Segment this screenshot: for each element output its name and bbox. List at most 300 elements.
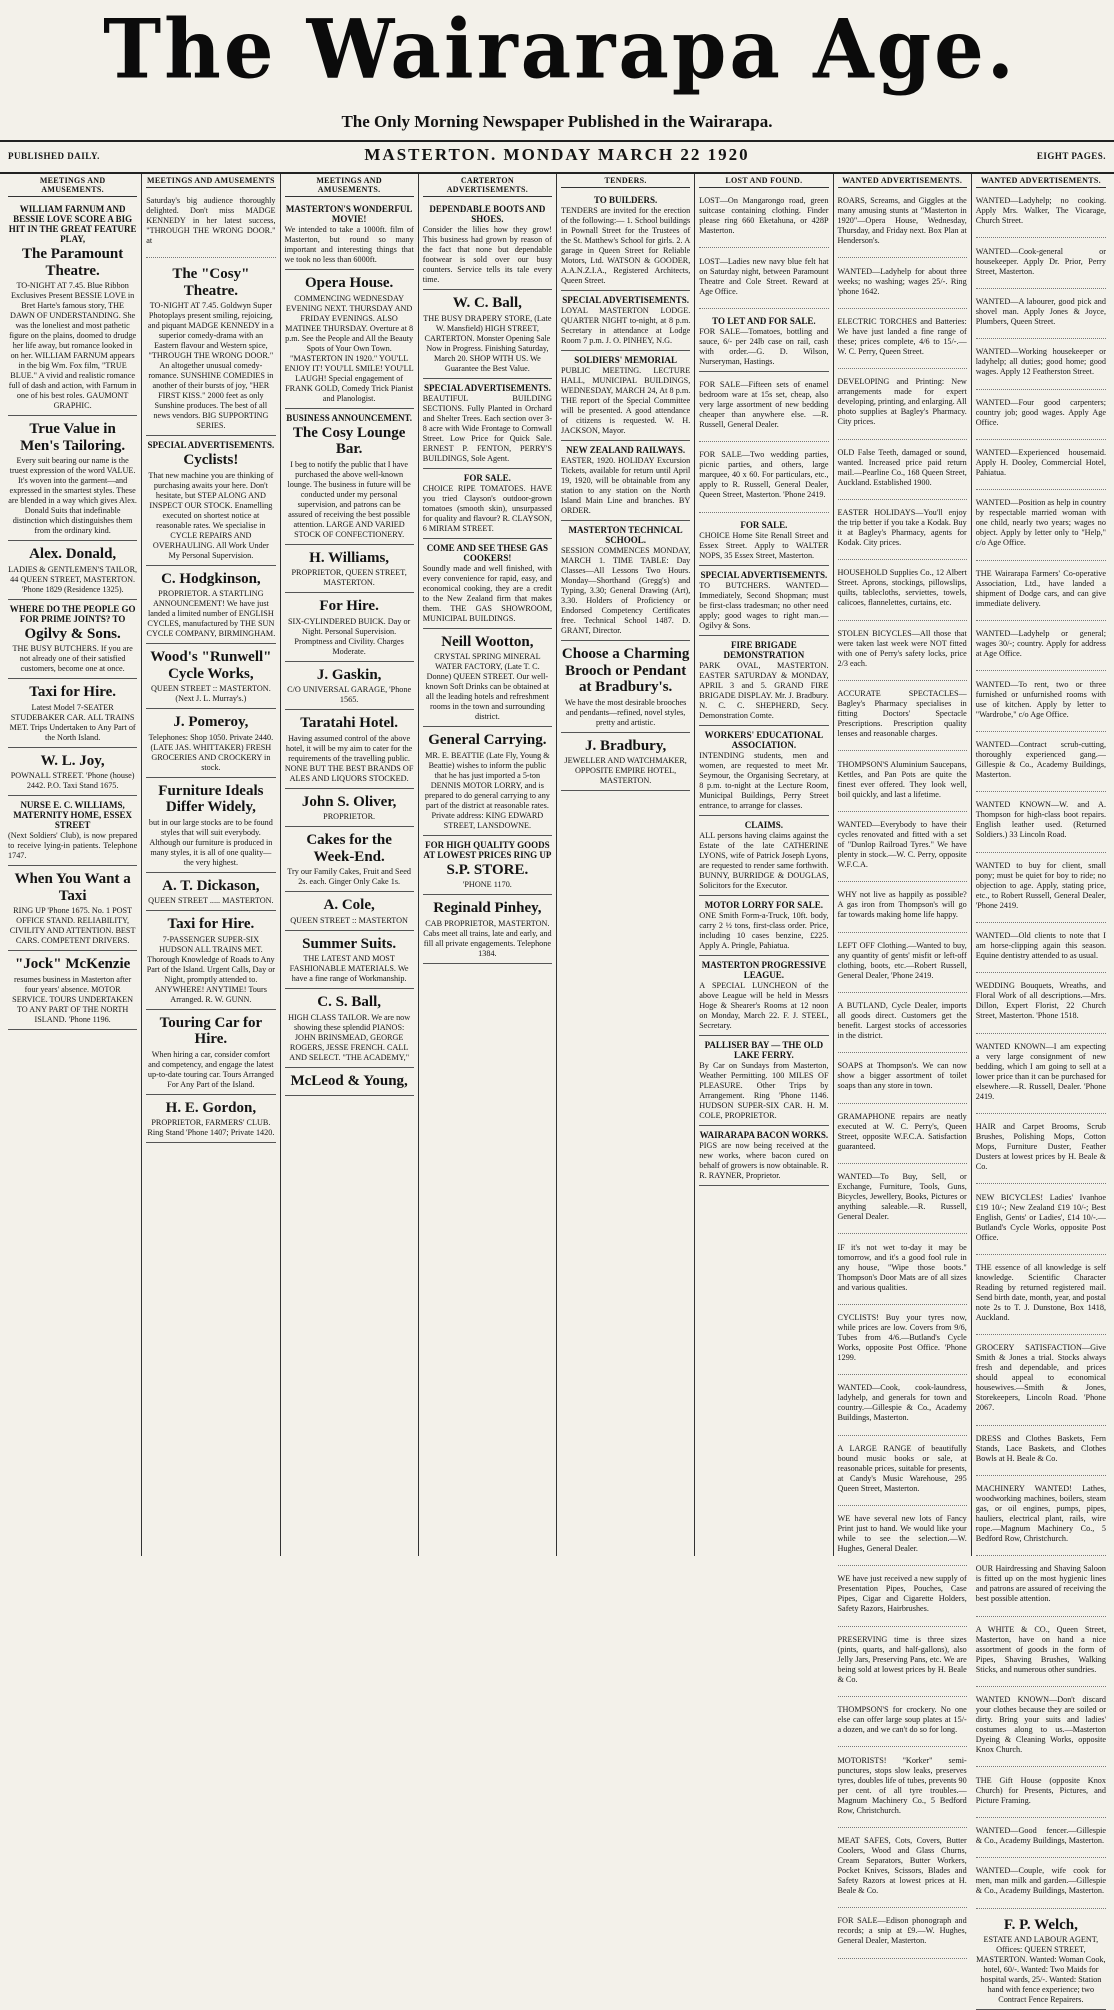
ad-subheading: MASTERTON'S WONDERFUL MOVIE! (285, 204, 414, 224)
ad-body-text: Every suit bearing our name is the truest expression of the word VALUE. It's woven into the garment—and expressed in the smartest styles. These are blended in a way which gives Alex. Donald Suits that indefinable distinction which distinguishes them from the ordinary kind. (8, 456, 137, 536)
ad-body-text: WANTED—Good fencer.—Gillespie & Co., Academy Buildings, Masterton. (976, 1826, 1106, 1846)
ad-body-text: By Car on Sundays from Masterton, Weather Permitting. 100 MILES OF PLEASURE. Other Trips by Arrangement. Ring 'Phone 1146. HUDSON SUPER-SIX CAR. H. M. COLE, PROPRIETOR. (699, 1061, 828, 1121)
ad-body-text: PUBLIC MEETING. LECTURE HALL, MUNICIPAL BUILDINGS, WEDNESDAY, MARCH 24, At 8 p.m. THE report of the Special Committee will be presented. A good attendance of citizens is requested. W. H. JACKSON, Mayor. (561, 366, 690, 436)
ad-heading: General Carrying. (423, 732, 552, 749)
ad-body-text: WANTED—Working housekeeper or ladyhelp; all duties; good home; good wages. Apply 12 Featherston Street. (976, 347, 1106, 377)
ad-body-text: ALL persons having claims against the Estate of the late CATHERINE LYONS, wife of Patrick Joseph Lyons, are requested to render same forthwith. BUNNY, BURRIDGE & DOUGLAS, Solicitors for the Executor. (699, 831, 828, 891)
advertisement (146, 709, 275, 778)
classified-item (838, 1061, 967, 1103)
ad-body-text: ACCURATE SPECTACLES—Bagley's Pharmacy specialises in fitting Doctors' Spectacle Prescriptions. Prescription quality lenses and reasonable charges. (838, 689, 967, 739)
classified-item (976, 196, 1106, 238)
ad-body-text: WANTED—Everybody to have their cycles renovated and fitted with a set of "Dunlop Railroad Tyres." We have plenty in stock.—W. C. Perry, opposite W.F.C.A. (838, 820, 967, 870)
advertisement (699, 566, 828, 636)
ad-body-text: WANTED—To rent, two or three furnished or unfurnished rooms with use of kitchen. Apply by letter to "Wardrobe," c/o Age Office. (976, 680, 1106, 720)
column-header: CARTERTON ADVERTISEMENTS. (423, 176, 552, 197)
ad-body-text: HIGH CLASS TAILOR. We are now showing these splendid PIANOS: JOHN BRINSMEAD, GEORGE ROGERS, JESSE FRENCH. CALL AND SELECT. "THE ACADEMY," (285, 1013, 414, 1063)
ad-heading: Reginald Pinhey, (423, 900, 552, 917)
ad-subheading: SOLDIERS' MEMORIAL (561, 355, 690, 365)
published-daily-label: PUBLISHED DAILY. (8, 151, 100, 161)
ad-body-text: WANTED—Experienced housemaid. Apply H. Dooley, Commercial Hotel, Pahiatua. (976, 448, 1106, 478)
advertisement (285, 827, 414, 892)
ad-body-text: THE essence of all knowledge is self knowledge. Scientific Character Reading by returned registered mail. Send birth date, month, year, and postal note 2s to T. J. Dunstone, Box 1418, Auckland. (976, 1263, 1106, 1323)
classified-item (838, 267, 967, 309)
advertisement (699, 516, 828, 566)
classified-item (838, 1574, 967, 1626)
ad-body-text: NEW BICYCLES! Ladies' Ivanhoe £19 10/-; New Zealand £19 10/-; Best English, Gents' or Ladies', £14 10/-.—Butland's Cycle Works, opposite Post Office. (976, 1193, 1106, 1243)
advertisement (285, 662, 414, 711)
ad-body-text: THOMPSON'S for crockery. No one else can offer large soup plates at 15/- a dozen, and we can't do so for long. (838, 1705, 967, 1735)
ad-heading: True Value in Men's Tailoring. (8, 421, 137, 454)
ad-subheading: NURSE E. C. WILLIAMS, MATERNITY HOME, ESSEX STREET (8, 800, 137, 830)
ad-subheading: MASTERTON TECHNICAL SCHOOL. (561, 525, 690, 545)
advertisement (561, 733, 690, 792)
classified-item (838, 689, 967, 751)
ad-body-text: GROCERY SATISFACTION—Give Smith & Jones a trial. Stocks always fresh and dependable, and prices should appeal to economical housewives.—Smith & Jones, Storekeepers, Lincoln Road. 'Phone 2067. (976, 1343, 1106, 1413)
ad-heading: A. Cole, (285, 897, 414, 914)
classified-item (146, 196, 275, 258)
newspaper-tagline: The Only Morning Newspaper Published in the Wairarapa. (0, 112, 1114, 132)
advertisement (561, 191, 690, 291)
ad-body-text: ONE Smith Form-a-Truck, 10ft. body, carry 2 ½ tons, first-class order. Price, including 10 cases benzine, £225. Apply A. Pringle, Pahiatua. (699, 911, 828, 951)
ad-subheading: WILLIAM FARNUM AND BESSIE LOVE SCORE A BIG HIT IN THE GREAT FEATURE PLAY, (8, 204, 137, 244)
classified-item (838, 1836, 967, 1908)
classified-item (699, 257, 828, 309)
classified-item (838, 629, 967, 681)
advertisement (8, 796, 137, 866)
column-1 (4, 174, 142, 1556)
ad-heading: Furniture Ideals Differ Widely, (146, 783, 275, 816)
ad-body-text: JEWELLER AND WATCHMAKER, OPPOSITE EMPIRE HOTEL, MASTERTON. (561, 756, 690, 786)
advertisement (976, 1912, 1106, 2010)
ad-heading: Neill Wootton, (423, 634, 552, 651)
ad-subheading: WORKERS' EDUCATIONAL ASSOCIATION. (699, 730, 828, 750)
ad-body-text: PRESERVING time is three sizes (pints, quarts, and half-gallons), also Jelly Jars, Preserving Pans, etc. We are being sold at lowest prices by H. Beale & Co. (838, 1635, 967, 1685)
ad-body-text: PROPRIETOR, FARMERS' CLUB. Ring Stand 'Phone 1407; Private 1420. (146, 1118, 275, 1138)
classified-item (976, 1625, 1106, 1687)
classified-item (838, 196, 967, 258)
ad-body-text: CYCLISTS! Buy your tyres now, while prices are low. Covers from 9/6, Tubes from 4/6.—Butland's Cycle Works, opposite Post Office. 'Phone 1299. (838, 1313, 967, 1363)
classified-item (976, 1122, 1106, 1184)
classified-item (838, 1243, 967, 1305)
ad-body-text: ELECTRIC TORCHES and Batteries: We have just landed a fine range of these; prices complete, 4/6 to 15/-.—W. C. Perry, Queen Street. (838, 317, 967, 357)
ad-body-text: Latest Model 7-SEATER STUDEBAKER CAR. ALL TRAINS MET. Trips Undertaken to Any Part of the North Island. (8, 703, 137, 743)
advertisement (423, 469, 552, 539)
ad-body-text: ESTATE AND LABOUR AGENT, Offices: QUEEN STREET, MASTERTON. Wanted: Woman Cook, hotel, 60/-. Wanted: Two Maids for hospital wards, 25/-. Wanted: Station hand with fence experience; two Contract Fence Repairers. (976, 1935, 1106, 2005)
ad-body-text: (Next Soldiers' Club), is now prepared to receive lying-in patients. Telephone 1747. (8, 831, 137, 861)
classified-item (976, 1434, 1106, 1476)
classified-item (976, 861, 1106, 923)
advertisement (285, 409, 414, 545)
advertisement (423, 379, 552, 469)
ad-body-text: MR. E. BEATTIE (Late Fly, Young & Beattie) wishes to inform the public that he has just imported a 5-ton DENNIS MOTOR LORRY, and is prepared to do general carrying to any part of the district at reasonable rates. Private address: KING EDWARD STREET, LANSDOWNE. (423, 751, 552, 831)
ad-body-text: but in our large stocks are to be found styles that will suit everybody. Although our furniture is produced in many styles, it is all of one quality—the very highest. (146, 818, 275, 868)
ad-body-text: INTENDING students, men and women, are requested to meet Mr. Seymour, the Organising Secretary, at 8 p.m. to-night at the Lecture Room, Municipal Buildings, Perry Street entrance, to arrange for classes. (699, 751, 828, 811)
advertisement (699, 956, 828, 1036)
ad-body-text: WEDDING Bouquets, Wreaths, and Floral Work of all descriptions.—Mrs. Dillon, Expert Florist, 22 Church Street, Masterton. 'Phone 1518. (976, 981, 1106, 1021)
advertisement (146, 778, 275, 873)
advertisement (8, 951, 137, 1030)
advertisement (285, 931, 414, 990)
ad-body-text: WANTED—Cook, cook-laundress, ladyhelp, and generals for town and country.—Gillespie & Co., Academy Buildings, Masterton. (838, 1383, 967, 1423)
ad-body-text: THE BUSY DRAPERY STORE, (Late W. Mansfield) HIGH STREET, CARTERTON. Monster Opening Sale Now in Progress. Finishing Saturday, March 20. SHOP WITH US. We Guarantee the Best Value. (423, 314, 552, 374)
classified-item (976, 1343, 1106, 1425)
advertisement (423, 629, 552, 728)
ad-body-text: 7-PASSENGER SUPER-SIX HUDSON ALL TRAINS MET. Thorough Knowledge of Roads to Any Part of the Island. Urgent Calls, Day or Night, promptly attended to. ANYWHERE! ANYTIME! Tours Arranged. R. W. GUNN. (146, 935, 275, 1005)
advertisement (561, 351, 690, 441)
ad-body-text: Having assumed control of the above hotel, it will be my aim to cater for the requirements of the travelling public. NONE BUT THE BEST BRANDS OF ALES AND LIQUORS STOCKED. (285, 734, 414, 784)
ad-body-text: CHOICE RIPE TOMATOES. HAVE you tried Clayson's outdoor-grown tomatoes (smooth skin), unsurpassed for quality and flavour? R. CLAYSON, 6 MIRIAM STREET. (423, 484, 552, 534)
advertisement (146, 873, 275, 912)
advertisement (285, 545, 414, 594)
ad-heading: Opera House. (285, 275, 414, 292)
ad-heading: The Cosy Lounge Bar. (285, 425, 414, 458)
column-6 (695, 174, 833, 1556)
classified-item (976, 1695, 1106, 1767)
ad-body-text: SESSION COMMENCES MONDAY, MARCH 1. TIME TABLE: Day Classes—All Lessons Two Hours. Monday—Shorthand (Gregg's) and Typing, 3.30; General Drawing (Art), 3.30. Holders of Proficiency or Endorsed Competency Certificates free. Technical School 1487. D. GRANT, Director. (561, 546, 690, 636)
advertisement (146, 1095, 275, 1144)
advertisement (285, 710, 414, 789)
ad-heading: Wood's "Runwell" Cycle Works, (146, 649, 275, 682)
ad-body-text: Telephones: Shop 1050. Private 2440. (LATE JAS. WHITTAKER) FRESH GROCERIES AND CROCKERY in stock. (146, 733, 275, 773)
ad-body-text: THOMPSON'S Aluminium Saucepans, Kettles, and Pan Pots are quite the finest ever offered. They look well, boil quickly, and last a lifetime. (838, 760, 967, 800)
classified-item (976, 448, 1106, 490)
ad-heading: McLeod & Young, (285, 1073, 414, 1090)
classified-item (838, 377, 967, 439)
classified-item (976, 931, 1106, 973)
advertisement (423, 895, 552, 964)
classified-item (699, 196, 828, 248)
dateline-bar (0, 140, 1114, 174)
ad-subheading: WAIRARAPA BACON WORKS. (699, 1130, 828, 1140)
classified-item (976, 1564, 1106, 1616)
ad-body-text: A WHITE & CO., Queen Street, Masterton, have on hand a nice assortment of goods in the form of Pipes, Shaving Brushes, Walking Sticks, and numerous other sundries. (976, 1625, 1106, 1675)
classified-item (838, 317, 967, 369)
classified-item (838, 1705, 967, 1747)
ad-body-text: A SPECIAL LUNCHEON of the above League will be held in Messrs Hoge & Shearer's Rooms at 12 noon on Monday, March 22. F. J. STEEL, Secretary. (699, 981, 828, 1031)
ad-body-text: ROARS, Screams, and Giggles at the many amusing stunts at "Masterton in 1920"—Opera House, Wednesday, Thursday, and Friday next. Box Plan at Henderson's. (838, 196, 967, 246)
column-header: MEETINGS AND AMUSEMENTS. (285, 176, 414, 197)
ad-heading: H. Williams, (285, 550, 414, 567)
ad-subheading: FOR HIGH QUALITY GOODS AT LOWEST PRICES RING UP (423, 840, 552, 860)
ad-body-text: TENDERS are invited for the erection of the following:— 1. School buildings in Pownall Street for the Trustees of the St. Matthew's School for girls. 2. A garage in Queen Street for Reliable Motors, Ltd. WATSON & GOODER, A.A.N.Z.I.A., Registered Architects, Queen Street. (561, 206, 690, 286)
advertisement (285, 1068, 414, 1097)
advertisement (423, 836, 552, 896)
ad-body-text: PARK OVAL, MASTERTON. EASTER SATURDAY & MONDAY, APRIL 3 and 5. GRAND FIRE BRIGADE DISPLAY. Mr. J. Bradbury. N. C. C. SHEPHERD, Secy. Demonstration Comte. (699, 661, 828, 721)
ad-body-text: THE LATEST AND MOST FASHIONABLE MATERIALS. We have a fine range of Workmanship. (285, 954, 414, 984)
ad-heading: J. Bradbury, (561, 738, 690, 755)
ad-heading: The Paramount Theatre. (8, 246, 137, 279)
classified-item (838, 1635, 967, 1697)
ad-body-text: CAB PROPRIETOR, MASTERTON. Cabs meet all trains, late and early, and fill all private engagements. Telephone 1384. (423, 919, 552, 959)
ad-body-text: A LARGE RANGE of beautifully bound music books or sale, at reasonable prices, suitable for presents, at Candy's Music Warehouse, 295 Queen Street, Masterton. (838, 1444, 967, 1494)
classified-item (699, 450, 828, 512)
ad-subheading: FOR SALE. (423, 473, 552, 483)
ad-body-text: WANTED to buy for client, small pony; must be quiet for boy to ride; no objection to age. Apply, stating price, etc., to Robert Russell, General Dealer, 'Phone 2419. (976, 861, 1106, 911)
ad-subheading: SPECIAL ADVERTISEMENTS. (699, 570, 828, 580)
ad-body-text: Soundly made and well finished, with every convenience for rapid, easy, and economical cooking, they are a credit to the New Zealand firm that makes them. THE GAS SHOWROOM, MUNICIPAL BUILDINGS. (423, 564, 552, 624)
classified-item (838, 941, 967, 993)
ad-heading: C. Hodgkinson, (146, 571, 275, 588)
ad-body-text: EASTER HOLIDAYS—You'll enjoy the trip better if you take a Kodak. Buy it at Bagley's Pharmacy, agents for Kodak. City prices. (838, 508, 967, 548)
ad-body-text: WANTED KNOWN—I am expecting a very large consignment of new bedding, which I am going to sell at a lower price than it can be purchased for elsewhere.—R. Russell, Dealer. 'Phone 2419. (976, 1042, 1106, 1102)
column-header: WANTED ADVERTISEMENTS. (976, 176, 1106, 188)
ad-body-text: PROPRIETOR, QUEEN STREET, MASTERTON. (285, 568, 414, 588)
ad-subheading: SPECIAL ADVERTISEMENTS. (423, 383, 552, 393)
ad-heading: C. S. Ball, (285, 994, 414, 1011)
advertisement (146, 911, 275, 1010)
classified-item (976, 1193, 1106, 1255)
ad-subheading: MOTOR LORRY FOR SALE. (699, 900, 828, 910)
classified-item (976, 297, 1106, 339)
advertisement (285, 270, 414, 409)
advertisement (285, 593, 414, 662)
classified-item (838, 568, 967, 620)
advertisement (8, 748, 137, 797)
ad-heading: S.P. STORE. (423, 862, 552, 879)
column-3 (281, 174, 419, 1556)
ad-body-text: PROPRIETOR. (285, 812, 414, 822)
advertisement (699, 816, 828, 896)
ad-heading: Cakes for the Week-End. (285, 832, 414, 865)
column-header: WANTED ADVERTISEMENTS. (838, 176, 967, 188)
ad-body-text: Try our Family Cakes, Fruit and Seed 2s. each. Ginger Only Cake 1s. (285, 867, 414, 887)
ad-body-text: THE Gift House (opposite Knox Church) for Presents, Pictures, and Picture Framing. (976, 1776, 1106, 1806)
newspaper-title: The Wairarapa Age. (60, 2, 1060, 98)
ad-subheading: DEPENDABLE BOOTS AND SHOES. (423, 204, 552, 224)
ad-body-text: WANTED KNOWN—Don't discard your clothes because they are soiled or dirty. Bring your suits and ladies' costumes along to us.—Masterton Dyeing & Cleaning Works, opposite Knox Church. (976, 1695, 1106, 1755)
ad-subheading: TO BUILDERS. (561, 195, 690, 205)
classified-item (976, 247, 1106, 289)
ad-heading: Touring Car for Hire. (146, 1015, 275, 1048)
ad-body-text: PROPRIETOR. A STARTLING ANNOUNCEMENT! We have just landed a limited number of ENGLISH CYCLES, manufactured by THE SUN CYCLE COMPANY, BIRMINGHAM. (146, 589, 275, 639)
ad-heading: "Jock" McKenzie (8, 956, 137, 973)
classified-item (838, 1001, 967, 1053)
classified-item (838, 1313, 967, 1375)
ad-body-text: A BUTLAND, Cycle Dealer, imports all goods direct. Customers get the benefit. Largest stocks of accessories in the district. (838, 1001, 967, 1041)
classified-item (838, 1112, 967, 1164)
ad-body-text: 'PHONE 1170. (423, 880, 552, 890)
advertisement (561, 641, 690, 733)
ad-body-text: THE Wairarapa Farmers' Co-operative Association, Ltd., have landed a shipment of Dodge cars, and can give immediate delivery. (976, 569, 1106, 609)
ad-body-text: MOTORISTS! "Korker" semi-punctures, stops slow leaks, preserves tyres, doubles life of tubes, prevents 90 per cent. of all tyre troubles.—Magnum Machinery Co., 5 Bedford Row, Christchurch. (838, 1756, 967, 1816)
classified-item (976, 981, 1106, 1033)
advertisement (699, 896, 828, 956)
advertisement (8, 600, 137, 680)
advertisement (285, 989, 414, 1068)
ad-heading: Taxi for Hire. (8, 684, 137, 701)
classified-item (838, 890, 967, 932)
advertisement (285, 892, 414, 931)
ad-heading: W. C. Ball, (423, 295, 552, 312)
column-5 (557, 174, 695, 1556)
advertisement (146, 261, 275, 436)
ad-heading: Cyclists! (146, 452, 275, 469)
classified-item (838, 1383, 967, 1435)
ad-body-text: BEAUTIFUL BUILDING SECTIONS. Fully Planted in Orchard and Shelter Trees. Each section over 3-8 acre with Wide Frontage to Cornwall Street. Low Price for Quick Sale. ERNEST P. FENTON, PERRY'S BUILDINGS, Sole Agent. (423, 394, 552, 464)
ad-heading: Choose a Charming Brooch or Pendant at Bradbury's. (561, 646, 690, 696)
advertisement (699, 636, 828, 726)
ad-body-text: LOST—Ladies new navy blue felt hat on Saturday night, between Paramount Theatre and Cole Street. Reward at Age Office. (699, 257, 828, 297)
ad-body-text: WANTED—Cook-general or housekeeper. Apply Dr. Prior, Perry Street, Masterton. (976, 247, 1106, 277)
ad-body-text: MEAT SAFES, Cots, Covers, Butter Coolers, Wood and Glass Churns, Cream Separators, Butter Workers, Pocket Knives, Scissors, Blades and Safety Razors at lowest prices at H. Beale & Co. (838, 1836, 967, 1896)
ad-heading: J. Pomeroy, (146, 714, 275, 731)
ad-heading: Alex. Donald, (8, 546, 137, 563)
advertisement (699, 726, 828, 816)
classified-item (976, 1776, 1106, 1818)
ad-body-text: WE have several new lots of Fancy Print just to hand. We would like your while to see the selection.—W. Hughes, General Dealer. (838, 1514, 967, 1554)
ad-body-text: FOR SALE—Tomatoes, bottling and sauce, 6/- per 24lb case on rail, cash with order.—G. D. Wilson, Nurseryman, Hastings. (699, 327, 828, 367)
issue-date: MASTERTON. MONDAY MARCH 22 1920 (0, 145, 1114, 165)
column-header: TENDERS. (561, 176, 690, 188)
ad-body-text: TO-NIGHT AT 7.45. Goldwyn Super Photoplays present smiling, rejoicing, and piquant MADGE KENNEDY in a superior comedy-drama with an Eastern flavour and Western spice, "THROUGH THE WRONG DOOR." An altogether unusual comedy-romance. SUNSHINE COMEDIES in another of their bursts of joy, "HER FIRST KISS." 2000 feet as only Sunshine produces. The best of all news vendors. BIG SUPPORTING SERIES. (146, 301, 275, 431)
ad-subheading: FIRE BRIGADE DEMONSTRATION (699, 640, 828, 660)
classified-item (976, 1826, 1106, 1858)
advertisement (8, 200, 137, 416)
classified-item (838, 1756, 967, 1828)
advertisement (699, 312, 828, 372)
advertisement (8, 866, 137, 951)
ad-heading: Taratahi Hotel. (285, 715, 414, 732)
ad-body-text: WANTED—Couple, wife cook for men, man milk and garden.—Gillespie & Co., Academy Buildings, Masterton. (976, 1866, 1106, 1896)
ad-subheading: WHERE DO THE PEOPLE GO FOR PRIME JOINTS? TO (8, 604, 137, 624)
ad-subheading: SPECIAL ADVERTISEMENTS. (146, 440, 275, 450)
ad-body-text: WE have just received a new supply of Presentation Pipes, Pouches, Case Pipes, Cigar and Cigarette Holders, Safety Razors, Hairbrushes. (838, 1574, 967, 1614)
classified-item (838, 1172, 967, 1234)
advertisement (146, 436, 275, 566)
ad-body-text: CHOICE Home Site Renall Street and Essex Street. Apply to WALTER NOPS, 35 Essex Street, Masterton. (699, 531, 828, 561)
ad-body-text: DEVELOPING and Printing: New arrangements made for expert developing, printing, and enlarging. All photo supplies at Bagley's Pharmacy. City prices. (838, 377, 967, 427)
advertisement (146, 1010, 275, 1095)
classified-item (838, 1514, 967, 1566)
advertisement (423, 727, 552, 836)
ad-body-text: COMMENCING WEDNESDAY EVENING NEXT. THURSDAY AND FRIDAY EVENINGS. ALSO MATINEE THURSDAY. Overture at 8 p.m. See the People and All the Beauty Spots of Your Own Town. "MASTERTON IN 1920." YOU'LL ENJOY IT! YOU'LL SMILE! YOU'LL LAUGH! Special engagement of FRANK GOLD, Comedy Trick Pianist and Planologist. (285, 294, 414, 404)
ad-body-text: C/O UNIVERSAL GARAGE, 'Phone 1565. (285, 685, 414, 705)
ad-heading: W. L. Joy, (8, 753, 137, 770)
ad-heading: John S. Oliver, (285, 794, 414, 811)
ad-body-text: WANTED—To Buy, Sell, or Exchange, Furniture, Tools, Guns, Bicycles, Jewellery, Books, Pictures or anything saleable.—R. Russell, General Dealer. (838, 1172, 967, 1222)
classified-item (838, 448, 967, 500)
classified-item (976, 629, 1106, 671)
advertisement (423, 539, 552, 629)
masthead (0, 0, 1114, 150)
classified-item (976, 1866, 1106, 1908)
advertisement (423, 290, 552, 379)
ad-body-text: resumes business in Masterton after four years' absence. MOTOR SERVICE. TOURS UNDERTAKEN TO ANY PART OF THE NORTH ISLAND. 'Phone 1196. (8, 975, 137, 1025)
ad-body-text: We have the most desirable brooches and pendants—refined, novel styles, pretty and artistic. (561, 698, 690, 728)
ad-body-text: That new machine you are thinking of purchasing awaits your here. Don't hesitate, but STEP ALONG AND INSPECT OUR STOCK. Enamelling executed on shortest notice at reasonable rates. We specialise in CYCLE REPAIRS AND OVERHAULING. All Work Under My Personal Supervision. (146, 471, 275, 561)
ad-heading: When You Want a Taxi (8, 871, 137, 904)
classified-item (838, 820, 967, 882)
ad-body-text: SOAPS at Thompson's. We can now show a bigger assortment of toilet soaps than any store in town. (838, 1061, 967, 1091)
page-count-label: EIGHT PAGES. (1037, 151, 1106, 161)
column-4 (419, 174, 557, 1556)
ad-subheading: FOR SALE. (699, 520, 828, 530)
column-8 (972, 174, 1110, 1556)
ad-body-text: WANTED—A labourer, good pick and shovel man. Apply Jones & Joyce, Plumbers, Queen Street. (976, 297, 1106, 327)
ad-subheading: TO LET AND FOR SALE. (699, 316, 828, 326)
ad-body-text: WANTED—Position as help in country by respectable married woman with one child, nearly two years; wages no object. Apply by letter only to "Help," c/o Age Office. (976, 498, 1106, 548)
classified-item (838, 508, 967, 560)
advertisement (561, 441, 690, 521)
classified-item (699, 380, 828, 442)
advertisement (561, 521, 690, 641)
ad-body-text: WANTED—Ladyhelp; no cooking. Apply Mrs. Walker, The Vicarage, Church Street. (976, 196, 1106, 226)
ad-body-text: When hiring a car, consider comfort and competency, and engage the latest up-to-date touring car. Tours Arranged For Any Part of the Island. (146, 1050, 275, 1090)
column-2 (142, 174, 280, 1556)
ad-body-text: QUEEN STREET :: MASTERTON. (Next J. L. Murray's.) (146, 684, 275, 704)
ad-subheading: MASTERTON PROGRESSIVE LEAGUE. (699, 960, 828, 980)
ad-heading: The "Cosy" Theatre. (146, 266, 275, 299)
ad-body-text: WANTED—Old clients to note that I am horse-clipping again this season. Equine dentistry attended to as usual. (976, 931, 1106, 961)
classified-item (976, 1042, 1106, 1114)
ad-body-text: We intended to take a 1000ft. film of Masterton, but round so many important and interesting things that we took no less than 6000ft. (285, 225, 414, 265)
advertisement (423, 200, 552, 290)
advertisement (561, 291, 690, 351)
classified-item (976, 800, 1106, 852)
advertisement (8, 541, 137, 600)
ad-body-text: RING UP 'Phone 1675. No. 1 POST OFFICE STAND. RELIABILITY, CIVILITY AND ATTENTION. BEST CARS. COMPETENT DRIVERS. (8, 906, 137, 946)
column-header: LOST AND FOUND. (699, 176, 828, 188)
classified-item (976, 398, 1106, 440)
ad-body-text: MACHINERY WANTED! Lathes, woodworking machines, boilers, steam gas, or oil engines, pumps, pipes, hauliers, electrical plant, rails, wire rope.—Magnum Machinery Co., 5 Bedford Row, Christchurch. (976, 1484, 1106, 1544)
ad-body-text: POWNALL STREET. 'Phone (house) 2442. P.O. Taxi Stand 1675. (8, 771, 137, 791)
ad-body-text: PIGS are now being received at the new works, where bacon cured on behalf of growers is now obtainable. R. R. RAYNER, Proprietor. (699, 1141, 828, 1181)
ad-heading: A. T. Dickason, (146, 878, 275, 895)
classified-item (976, 347, 1106, 389)
ad-body-text: LOST—On Mangarongo road, green suitcase containing clothing. Finder please ring 660 Eketahuna, or 428P Masterton. (699, 196, 828, 236)
advertisement (8, 679, 137, 748)
ad-body-text: LADIES & GENTLEMEN'S TAILOR, 44 QUEEN STREET, MASTERTON. 'Phone 1829 (Residence 1325). (8, 565, 137, 595)
ad-body-text: WANTED—Ladyhelp or general; wages 30/-; country. Apply for address at Age Office. (976, 629, 1106, 659)
ad-body-text: WANTED—Four good carpenters; country job; good wages. Apply Age Office. (976, 398, 1106, 428)
advertisement (699, 1126, 828, 1186)
ad-subheading: COME AND SEE THESE GAS COOKERS! (423, 543, 552, 563)
ad-body-text: HAIR and Carpet Brooms, Scrub Brushes, Polishing Mops, Cotton Mops, Furniture Duster, Feather Dusters at lowest prices by H. Beale & Co. (976, 1122, 1106, 1172)
ad-body-text: OUR Hairdressing and Shaving Saloon is fitted up on the most hygienic lines and patrons are assured of receiving the best possible attention. (976, 1564, 1106, 1604)
ad-body-text: IF it's not wet to-day it may be tomorrow, and it's a good fool rule in any house, "Wipe those boots." Thompson's Door Mats are of all sizes and various qualities. (838, 1243, 967, 1293)
ad-body-text: CRYSTAL SPRING MINERAL WATER FACTORY, (Late T. C. Donne) QUEEN STREET. Our well-known Soft Drinks can be obtained at all the leading hotels and refreshment rooms in the town and surrounding district. (423, 652, 552, 722)
ad-body-text: LOYAL MASTERTON LODGE. QUARTER NIGHT to-night, at 8 p.m. Secretary in attendance at Lodge Room 7 p.m. J. O. PINHEY, N.G. (561, 306, 690, 346)
classified-item (838, 1916, 967, 1958)
classified-item (838, 1444, 967, 1506)
advertisement (285, 789, 414, 828)
classified-item (976, 740, 1106, 792)
ad-body-text: WANTED KNOWN—W. and A. Thompson for high-class boot repairs. English leather used. (Returned Soldiers.) 33 Lincoln Road. (976, 800, 1106, 840)
ad-body-text: OLD False Teeth, damaged or sound, wanted. Increased price paid return mail.—Pearline Co., 168 Queen Street, Auckland. Established 1900. (838, 448, 967, 488)
advertisement (146, 644, 275, 709)
advertisement (285, 200, 414, 270)
ad-body-text: FOR SALE—Two wedding parties, picnic parties, and others, large marquee, 40 x 60. For particulars, etc., apply to R. Russell, General Dealer, Queen Street, Masterton. 'Phone 2419. (699, 450, 828, 500)
ad-body-text: EASTER, 1920. HOLIDAY Excursion Tickets, available for return until April 19, 1920, will be obtainable from any station to any station on the North Island Main Line and branches. BY ORDER. (561, 456, 690, 516)
ad-body-text: TO BUTCHERS. WANTED—Immediately, Second Shopman; must be first-class tradesman; no other need apply; good wages to right man.—Ogilvy & Sons. (699, 581, 828, 631)
ad-body-text: DRESS and Clothes Baskets, Fern Stands, Lace Baskets, and Clothes Bowls at H. Beale & Co. (976, 1434, 1106, 1464)
classified-item (976, 1484, 1106, 1556)
classified-item (976, 498, 1106, 560)
ad-body-text: SIX-CYLINDERED BUICK. Day or Night. Personal Supervision. Promptness and Civility. Charges Moderate. (285, 617, 414, 657)
ad-subheading: CLAIMS. (699, 820, 828, 830)
ad-heading: J. Gaskin, (285, 667, 414, 684)
ad-body-text: Consider the lilies how they grow! This business had grown by reason of the fact that none but dependable footwear is sold over our busy counters. Service tells its tale every time. (423, 225, 552, 285)
ad-body-text: WANTED—Ladyhelp for about three weeks; no washing; wages 25/-. Ring 'phone 1642. (838, 267, 967, 297)
ad-body-text: TO-NIGHT AT 7.45. Blue Ribbon Exclusives Present BESSIE LOVE in Bret Harte's famous story, THE DAWN OF UNDERSTANDING. She was the loneliest and most pathetic figure on the plains, doomed to drudge her life away, but romance looked in on her. WILLIAM FARNUM appears in the big Wm. Fox film, "TRUE BLUE." A vivid and realistic romance full of dash and action, with Farnum in one of his best roles. GAUMONT GRAPHIC. (8, 281, 137, 411)
ad-body-text: LEFT OFF Clothing.—Wanted to buy, any quantity of gents' misfit or left-off clothing, boots, etc.—Robert Russell, General Dealer, 'Phone 2419. (838, 941, 967, 981)
advertisement (699, 1036, 828, 1126)
classified-item (838, 760, 967, 812)
ad-body-text: THE BUSY BUTCHERS. If you are not already one of their satisfied customers, become one at once. (8, 644, 137, 674)
classified-item (976, 569, 1106, 621)
ad-body-text: WANTED—Contract scrub-cutting, thoroughly experienced gang.—Gillespie & Co., Academy Buildings, Masterton. (976, 740, 1106, 780)
column-header: MEETINGS AND AMUSEMENTS. (8, 176, 137, 197)
